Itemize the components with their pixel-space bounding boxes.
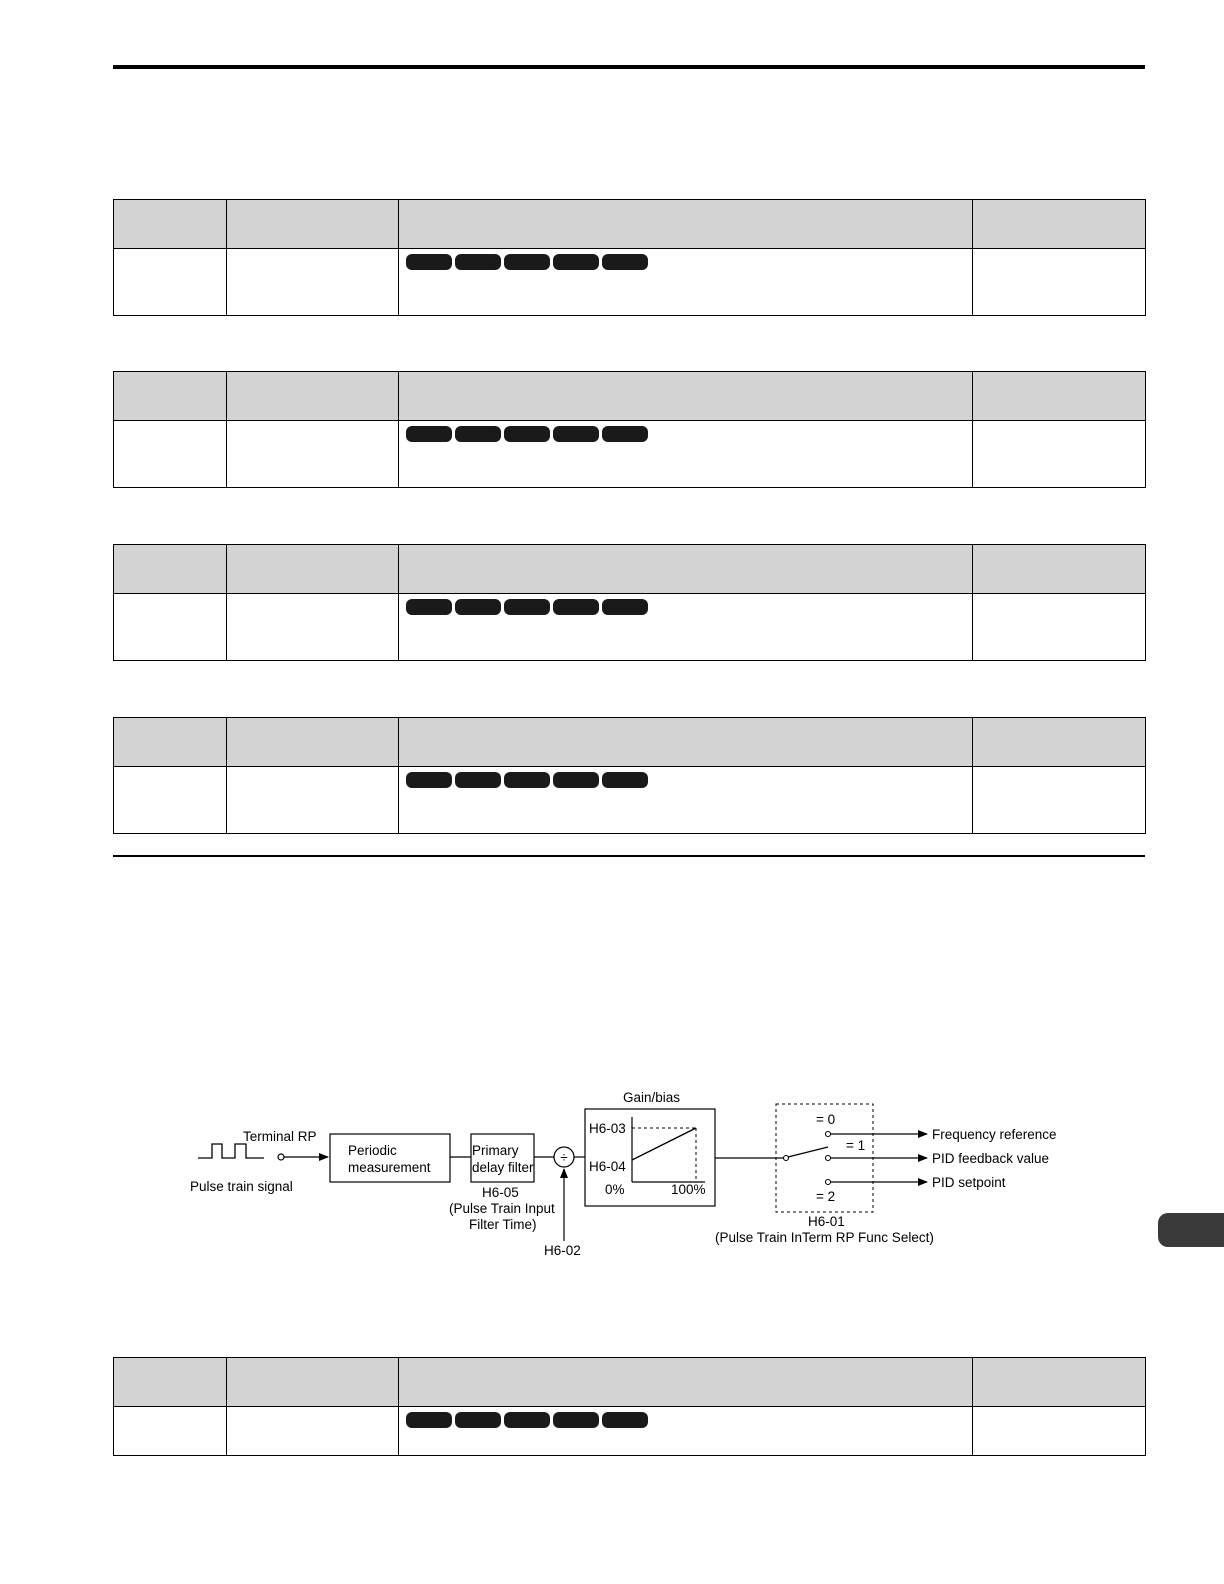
control-mode-badges — [399, 594, 972, 615]
control-mode-badge — [553, 599, 599, 615]
switch-node-2 — [826, 1180, 831, 1185]
h6-03-label: H6-03 — [589, 1121, 626, 1136]
hundred-percent-label: 100% — [671, 1182, 706, 1197]
header-cell-description — [399, 718, 973, 767]
section-rule — [113, 855, 1145, 857]
select-1-label: = 1 — [846, 1138, 866, 1153]
cell-description — [399, 421, 973, 488]
control-mode-badges — [399, 767, 972, 788]
primary-label-line1: Primary — [472, 1143, 519, 1158]
pid-feedback-label: PID feedback value — [932, 1151, 1050, 1166]
header-cell-name — [227, 1358, 399, 1407]
table-header-row — [114, 1358, 1146, 1407]
control-mode-badge — [602, 254, 648, 270]
h6-05-description-line2: Filter Time) — [469, 1217, 537, 1232]
control-mode-badge — [455, 254, 501, 270]
h6-04-label: H6-04 — [589, 1159, 626, 1174]
cell-no — [114, 1407, 227, 1456]
divide-symbol: ÷ — [560, 1150, 568, 1165]
parameter-table — [113, 1357, 1146, 1456]
zero-percent-label: 0% — [605, 1182, 625, 1197]
header-cell-name — [227, 545, 399, 594]
header-cell-default — [973, 1358, 1146, 1407]
table-row — [114, 1407, 1146, 1456]
control-mode-badge — [602, 772, 648, 788]
cell-no — [114, 594, 227, 661]
cell-no — [114, 767, 227, 834]
control-mode-badge — [455, 426, 501, 442]
cell-description — [399, 1407, 973, 1456]
control-mode-badges — [399, 249, 972, 270]
table-header-row — [114, 718, 1146, 767]
control-mode-badge — [406, 254, 452, 270]
cell-name — [227, 249, 399, 316]
control-mode-badge — [504, 772, 550, 788]
control-mode-badge — [406, 599, 452, 615]
frequency-reference-label: Frequency reference — [932, 1127, 1057, 1142]
table-row — [114, 594, 1146, 661]
control-mode-badges — [399, 1407, 972, 1428]
header-cell-description — [399, 200, 973, 249]
switch-common-node — [784, 1156, 789, 1161]
table-header-row — [114, 545, 1146, 594]
table-row — [114, 249, 1146, 316]
periodic-label-line1: Periodic — [348, 1143, 397, 1158]
periodic-label-line2: measurement — [348, 1160, 431, 1175]
table-header-row — [114, 200, 1146, 249]
pulse-train-waveform-icon — [198, 1144, 264, 1158]
header-rule — [113, 65, 1145, 69]
cell-name — [227, 1407, 399, 1456]
header-cell-no — [114, 718, 227, 767]
cell-name — [227, 421, 399, 488]
control-mode-badge — [455, 599, 501, 615]
control-mode-badge — [406, 1412, 452, 1428]
control-mode-badge — [553, 426, 599, 442]
parameter-table — [113, 371, 1146, 488]
header-cell-name — [227, 718, 399, 767]
terminal-rp-node — [278, 1154, 284, 1160]
header-cell-default — [973, 545, 1146, 594]
header-cell-default — [973, 372, 1146, 421]
h6-01-label: H6-01 — [808, 1214, 845, 1229]
table-header-row — [114, 372, 1146, 421]
switch-node-0 — [826, 1132, 831, 1137]
gain-bias-label: Gain/bias — [623, 1090, 681, 1105]
control-mode-badge — [553, 772, 599, 788]
pulse-train-signal-label: Pulse train signal — [190, 1179, 293, 1194]
control-mode-badge — [553, 254, 599, 270]
cell-name — [227, 594, 399, 661]
switch-node-1 — [826, 1156, 831, 1161]
select-0-label: = 0 — [816, 1112, 836, 1127]
cell-name — [227, 767, 399, 834]
control-mode-badge — [455, 772, 501, 788]
cell-description — [399, 249, 973, 316]
header-cell-default — [973, 200, 1146, 249]
control-mode-badge — [504, 254, 550, 270]
table-row — [114, 767, 1146, 834]
header-cell-name — [227, 372, 399, 421]
h6-05-label: H6-05 — [482, 1185, 519, 1200]
control-mode-badge — [553, 1412, 599, 1428]
header-cell-description — [399, 545, 973, 594]
control-mode-badge — [455, 1412, 501, 1428]
cell-default — [973, 767, 1146, 834]
select-2-label: = 2 — [816, 1189, 836, 1204]
cell-default — [973, 421, 1146, 488]
header-cell-no — [114, 545, 227, 594]
cell-no — [114, 421, 227, 488]
cell-default — [973, 594, 1146, 661]
parameter-table — [113, 544, 1146, 661]
terminal-rp-label: Terminal RP — [243, 1129, 317, 1144]
control-mode-badges — [399, 421, 972, 442]
control-mode-badge — [504, 1412, 550, 1428]
header-cell-default — [973, 718, 1146, 767]
header-cell-no — [114, 372, 227, 421]
header-cell-no — [114, 1358, 227, 1407]
cell-description — [399, 767, 973, 834]
h6-02-label: H6-02 — [544, 1243, 581, 1258]
control-mode-badge — [504, 426, 550, 442]
pulse-train-block-diagram — [180, 1080, 1080, 1265]
control-mode-badge — [602, 426, 648, 442]
switch-arm — [788, 1147, 828, 1157]
header-cell-description — [399, 1358, 973, 1407]
h6-01-description: (Pulse Train InTerm RP Func Select) — [715, 1230, 934, 1245]
control-mode-badge — [406, 426, 452, 442]
header-cell-no — [114, 200, 227, 249]
control-mode-badge — [504, 599, 550, 615]
pid-setpoint-label: PID setpoint — [932, 1175, 1006, 1190]
h6-05-description-line1: (Pulse Train Input — [449, 1201, 555, 1216]
header-cell-description — [399, 372, 973, 421]
header-cell-name — [227, 200, 399, 249]
parameter-table — [113, 717, 1146, 834]
cell-default — [973, 1407, 1146, 1456]
cell-description — [399, 594, 973, 661]
cell-no — [114, 249, 227, 316]
control-mode-badge — [602, 1412, 648, 1428]
cell-default — [973, 249, 1146, 316]
chapter-tab — [1158, 1213, 1224, 1247]
primary-label-line2: delay filter — [472, 1160, 534, 1175]
parameter-table — [113, 199, 1146, 316]
control-mode-badge — [406, 772, 452, 788]
table-row — [114, 421, 1146, 488]
control-mode-badge — [602, 599, 648, 615]
